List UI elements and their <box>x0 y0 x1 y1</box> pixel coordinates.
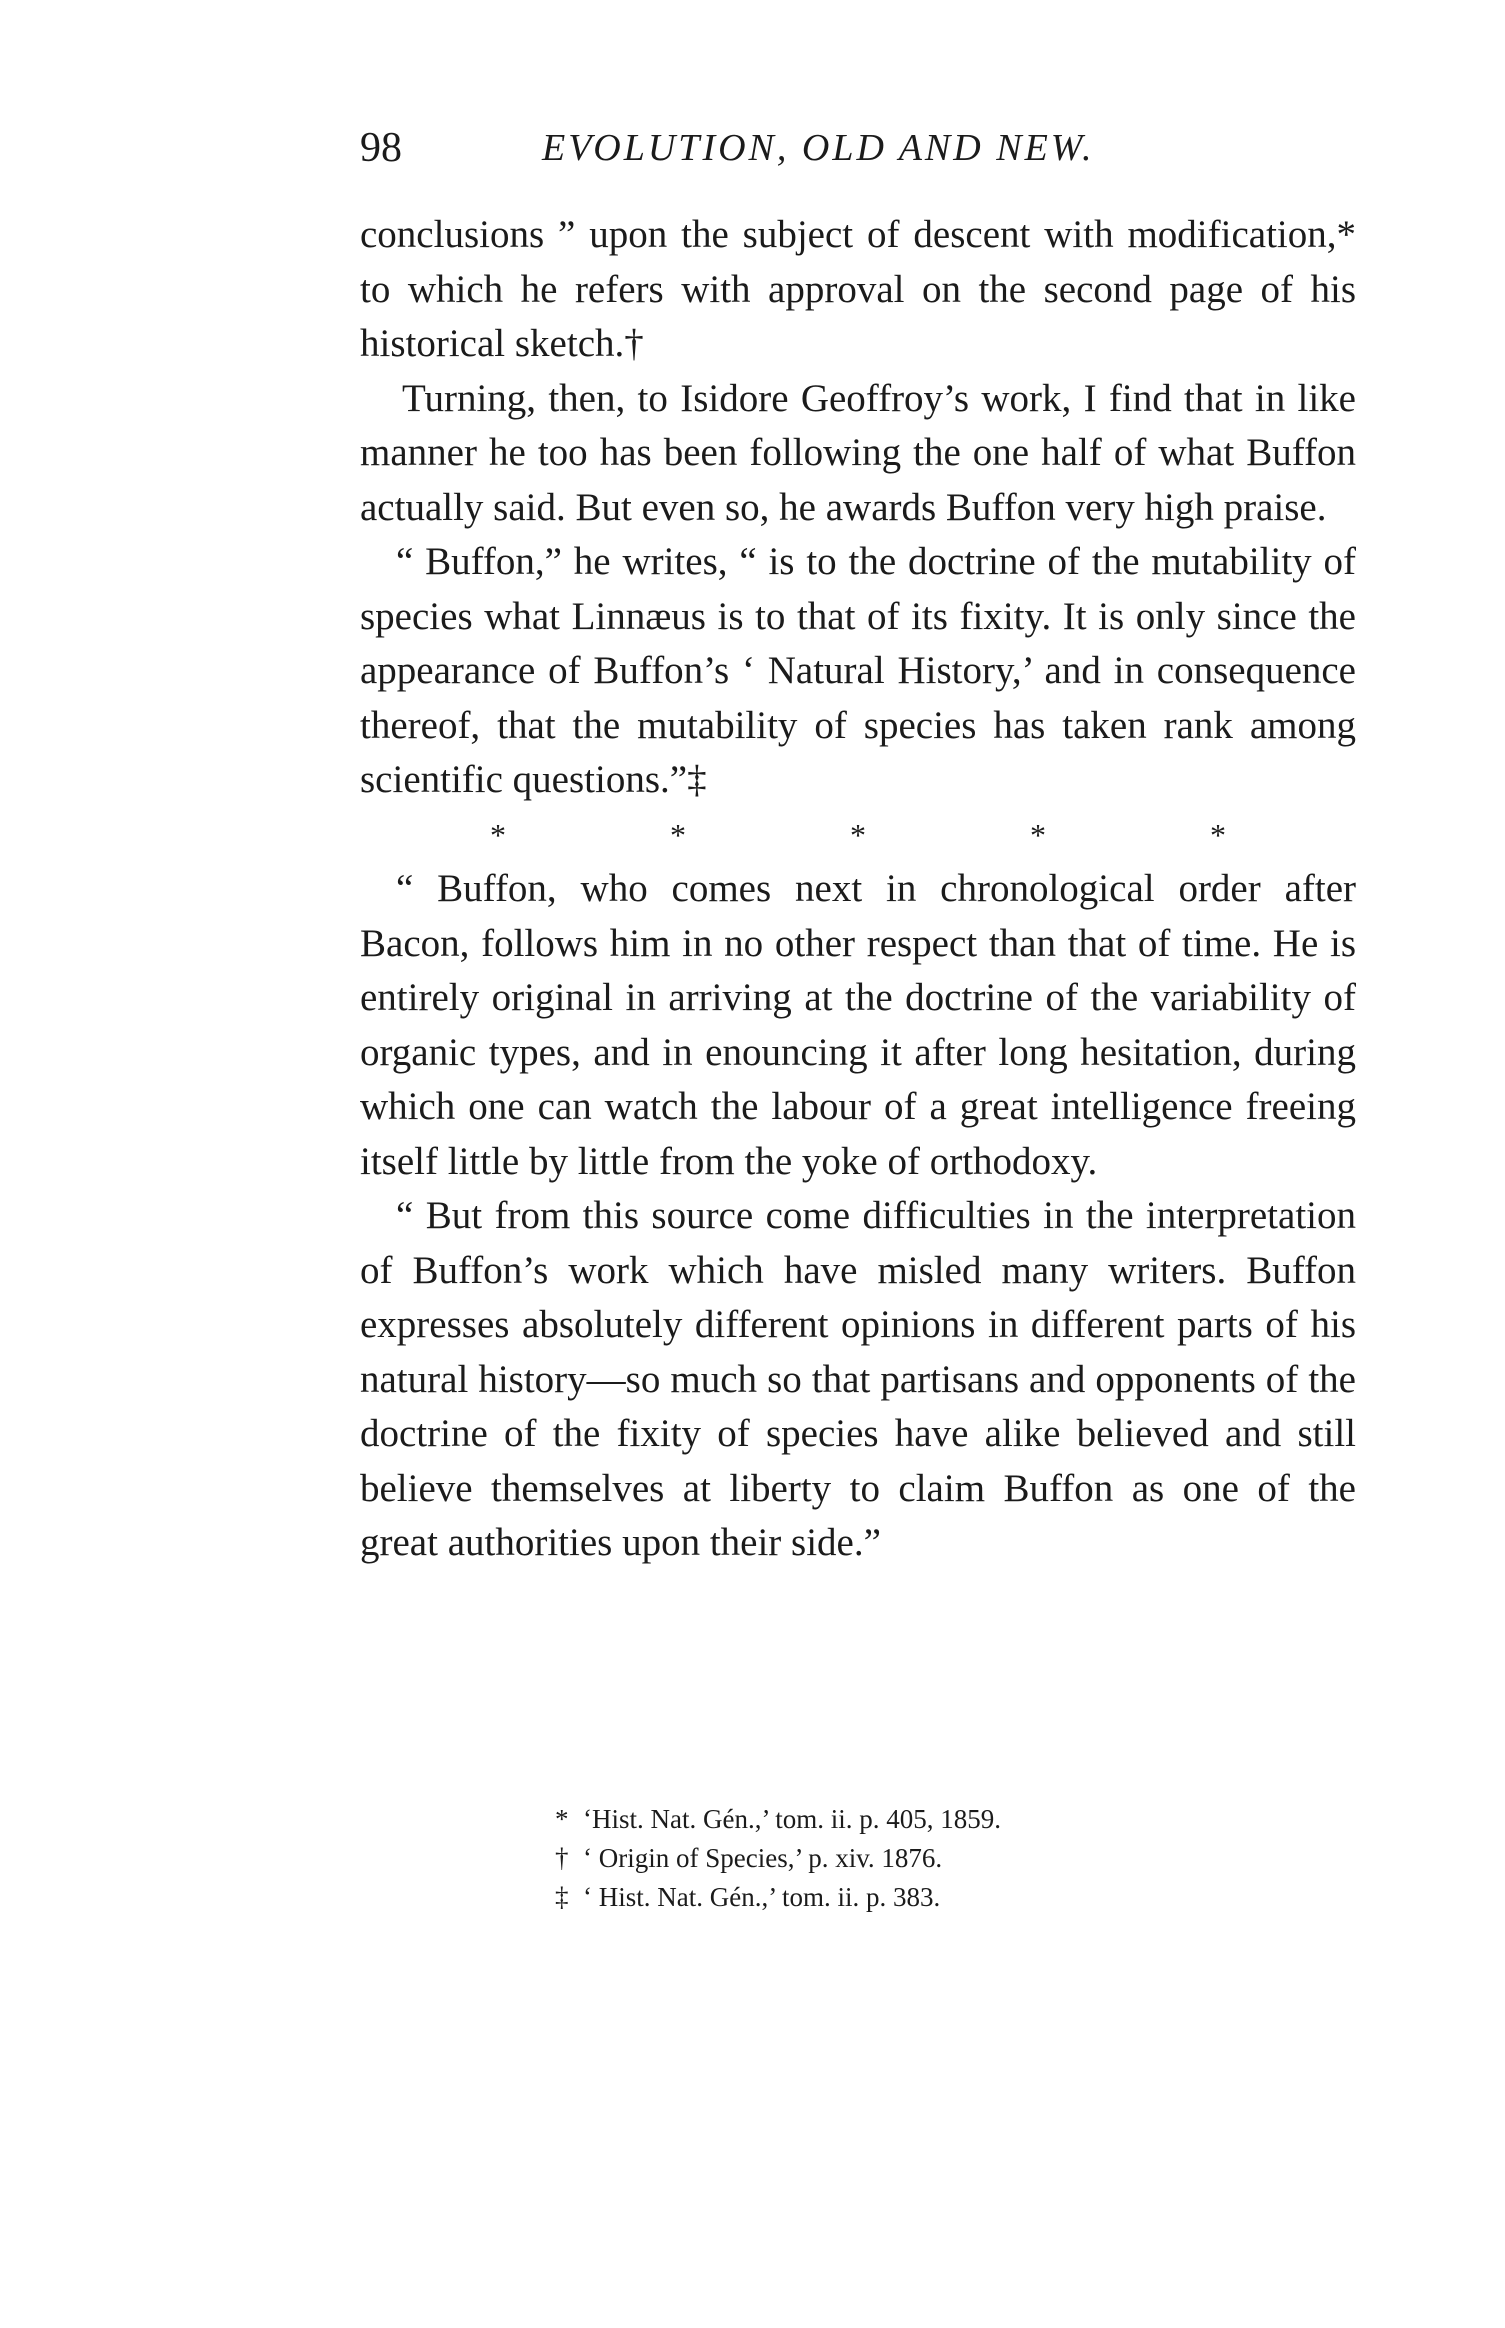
paragraph-quote-difficulties: “ But from this source come difficulties in the interpretation of Buffon’s work which have misled many writers. Buffon expresses absolutely different opinions in different parts of his natural history—so much so that partisans and opponents of the doctrine of the fixity of species have alike believed and still believe themselves at liberty to claim Buffon as one of the great authorities upon their side.” <box>360 1194 1356 1564</box>
page-header <box>360 120 1360 176</box>
paragraph-continuation: conclusions ” upon the subject of descent with modification,* to which he refers with approval on the second page of his historical sketch.† <box>360 213 1356 365</box>
section-separator: * * * * * <box>490 816 1304 853</box>
footnote <box>555 1839 1255 1878</box>
footnote-mark: * <box>555 1804 569 1834</box>
footnote <box>555 1800 1255 1839</box>
footnote-text: ‘Hist. Nat. Gén.,’ tom. ii. p. 405, 1859. <box>583 1804 1001 1834</box>
paragraph-quote-bacon: “ Buffon, who comes next in chronological order after Bacon, follows him in no other respect than that of time. He is entirely original in arriving at the doctrine of the variability of organic types, and in enouncing it after long hesitation, during which one can watch the labour of a great intelligence freeing itself little by little from the yoke of orthodoxy. <box>360 867 1356 1183</box>
page-number: 98 <box>360 125 402 171</box>
paragraph-geoffroy: Turning, then, to Isidore Geoffroy’s work, I find that in like manner he too has been following the one half of what Buffon actually said. But even so, he awards Buffon very high praise. <box>360 376 1356 529</box>
footnotes <box>555 1800 1255 1917</box>
footnote-mark: ‡ <box>555 1882 569 1912</box>
running-head: EVOLUTION, OLD AND NEW. <box>542 127 1095 169</box>
footnote-mark: † <box>555 1843 569 1873</box>
footnote <box>555 1878 1255 1917</box>
footnote-text: ‘ Origin of Species,’ p. xiv. 1876. <box>583 1843 943 1873</box>
footnote-text: ‘ Hist. Nat. Gén.,’ tom. ii. p. 383. <box>583 1882 941 1912</box>
body-text <box>360 208 1356 1571</box>
paragraph-quote-mutability: “ Buffon,” he writes, “ is to the doctrine of the mutability of species what Linnæus is to that of its fixity. It is only since the appearance of Buffon’s ‘ Natural History,’ and in consequence thereof, that the mutability of species has taken rank among scientific questions.”‡ <box>360 540 1356 801</box>
